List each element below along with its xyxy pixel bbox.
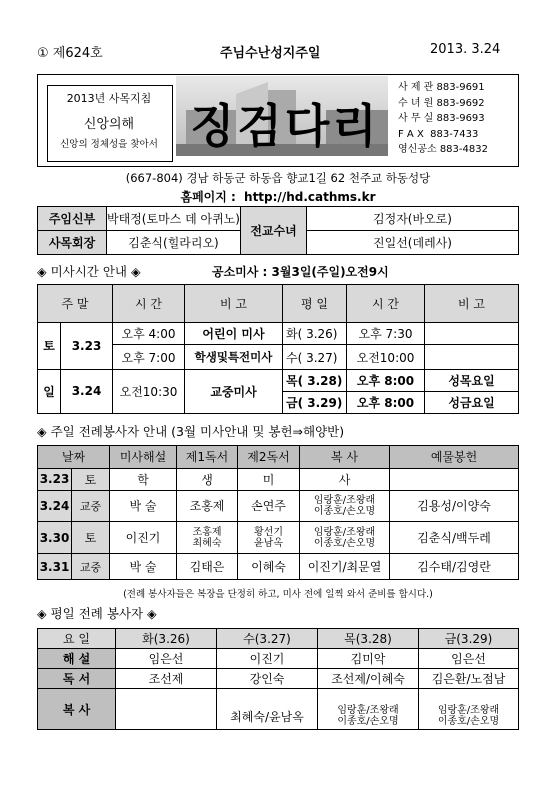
server-pair: 이종호/손오명 bbox=[337, 716, 399, 727]
sunday-servers-table bbox=[37, 445, 519, 580]
reading2-header: 제2독서 bbox=[238, 446, 300, 469]
reader-label: 독 서 bbox=[38, 669, 116, 689]
table-row bbox=[38, 554, 519, 580]
weekday-day: 수( 3.27) bbox=[283, 345, 347, 369]
table-row bbox=[38, 521, 519, 554]
weekday-note: 성목요일 bbox=[425, 369, 519, 391]
row-date: 3.31 bbox=[38, 554, 72, 580]
date-header: 날짜 bbox=[38, 446, 110, 469]
contact-list bbox=[398, 80, 488, 158]
server-label: 복 사 bbox=[38, 689, 116, 730]
row-reading2: 이혜숙 bbox=[238, 554, 300, 580]
server-pair: 임랑훈/조왕래 bbox=[313, 494, 376, 506]
row-reading1 bbox=[177, 521, 238, 554]
row-date: 3.24 bbox=[38, 491, 72, 522]
day-thu: 목(3.28) bbox=[318, 629, 419, 649]
commentary-fri: 임은선 bbox=[419, 649, 519, 669]
year-theme: 신앙의해 bbox=[83, 117, 135, 132]
contact-fax: F A X 883-7433 bbox=[398, 128, 479, 140]
weekend-header: 주 말 bbox=[38, 285, 113, 323]
weekday-time: 오후 8:00 bbox=[347, 391, 425, 413]
row-date: 3.30 bbox=[38, 521, 72, 554]
weekday-time: 오후 7:30 bbox=[347, 323, 425, 345]
row-offering: 김용성/이양숙 bbox=[390, 491, 519, 522]
server-pair: 이종호/손오명 bbox=[313, 537, 376, 549]
weekday-note bbox=[425, 323, 519, 345]
row-day: 토 bbox=[72, 468, 110, 491]
server-tue bbox=[116, 689, 217, 730]
server-pair: 최혜숙/윤남옥 bbox=[230, 710, 304, 724]
saturday-date: 3.23 bbox=[61, 323, 113, 369]
server-pair: 이종호/손오명 bbox=[437, 716, 500, 727]
server-thu bbox=[318, 689, 419, 730]
reader-tue: 조선제 bbox=[116, 669, 217, 689]
mass-time: 오후 4:00 bbox=[113, 323, 185, 345]
sunday-date: 3.24 bbox=[61, 369, 113, 413]
row-commentary: 박 술 bbox=[110, 554, 177, 580]
catechist-name-1: 김정자(바오로) bbox=[307, 207, 519, 231]
reader-thu: 조선제/이혜숙 bbox=[318, 669, 419, 689]
row-commentary: 박 술 bbox=[110, 491, 177, 522]
weekday-time: 오전10:00 bbox=[347, 345, 425, 369]
row-day: 교중 bbox=[72, 554, 110, 580]
row-server: 사 bbox=[300, 468, 390, 491]
weekday-day: 목( 3.28) bbox=[283, 369, 347, 391]
weekday-time-header: 시 간 bbox=[347, 285, 425, 323]
row-commentary: 학 bbox=[110, 468, 177, 491]
mission-mass-notice: 공소미사 : 3월3일(주일)오전9시 bbox=[212, 265, 389, 279]
sunday-label: 일 bbox=[38, 369, 61, 413]
commentary-header: 미사해설 bbox=[110, 446, 177, 469]
day-label: 요 일 bbox=[38, 629, 116, 649]
row-server bbox=[300, 521, 390, 554]
staff-table bbox=[37, 206, 519, 255]
row-date: 3.23 bbox=[38, 468, 72, 491]
day-tue: 화(3.26) bbox=[116, 629, 217, 649]
issue-date: 2013. 3.24 bbox=[430, 42, 501, 57]
mass-time: 오후 7:00 bbox=[113, 345, 185, 369]
row-server bbox=[300, 491, 390, 522]
contact-mission: 영신공소 883-4832 bbox=[398, 144, 488, 156]
weekday-servers-title: ◈ 평일 전례 봉사자 ◈ bbox=[37, 606, 157, 621]
weekend-note-header: 비 고 bbox=[185, 285, 283, 323]
server-wed bbox=[217, 689, 318, 730]
newsletter-logo: 징검다리 bbox=[190, 99, 380, 153]
weekend-time-header: 시 간 bbox=[113, 285, 185, 323]
day-fri: 금(3.29) bbox=[419, 629, 519, 649]
server-pair: 임랑훈/조왕래 bbox=[337, 705, 399, 716]
mass-time: 오전10:30 bbox=[113, 369, 185, 413]
day-wed: 수(3.27) bbox=[217, 629, 318, 649]
table-row bbox=[38, 468, 519, 491]
weekday-servers-table bbox=[37, 628, 519, 730]
row-offering bbox=[390, 468, 519, 491]
row-offering: 김춘식/백두레 bbox=[390, 521, 519, 554]
weekday-header: 평 일 bbox=[283, 285, 347, 323]
row-reading1: 생 bbox=[177, 468, 238, 491]
server-pair: 임랑훈/조왕래 bbox=[313, 526, 376, 538]
server-pair: 임랑훈/조왕래 bbox=[437, 705, 500, 716]
contact-convent: 수 녀 원 883-9692 bbox=[398, 97, 485, 109]
table-row bbox=[38, 491, 519, 522]
weekday-day: 화( 3.26) bbox=[283, 323, 347, 345]
catechist-label: 전교수녀 bbox=[241, 207, 307, 255]
homepage-label: 홈페이지 : bbox=[180, 190, 236, 204]
contact-office: 사 무 실 883-9693 bbox=[398, 113, 485, 125]
weekday-note bbox=[425, 345, 519, 369]
row-commentary: 이진기 bbox=[110, 521, 177, 554]
mass-section-title: ◈ 미사시간 안내 ◈ bbox=[37, 264, 141, 279]
servers-note: (전례 봉사자들은 복장을 단정히 하고, 미사 전에 일찍 와서 준비를 합시다.) bbox=[123, 589, 433, 600]
year-theme-sub: 신앙의 정체성을 찾아서 bbox=[60, 139, 158, 150]
row-server: 이진기/최문열 bbox=[300, 554, 390, 580]
commentary-tue: 임은선 bbox=[116, 649, 217, 669]
reader-name: 황선기 bbox=[254, 526, 283, 538]
server-header: 복 사 bbox=[300, 446, 390, 469]
commentary-thu: 김미악 bbox=[318, 649, 419, 669]
contact-rectory: 사 제 관 883-9691 bbox=[398, 82, 485, 93]
reader-fri: 김은환/노점남 bbox=[419, 669, 519, 689]
commentary-wed: 이진기 bbox=[217, 649, 318, 669]
row-reading2: 손연주 bbox=[238, 491, 300, 522]
mass-note: 어린이 미사 bbox=[185, 323, 283, 345]
issue-number: ① 제624호 bbox=[37, 46, 103, 61]
commentary-label: 해 설 bbox=[38, 649, 116, 669]
council-label: 사목회장 bbox=[38, 231, 107, 255]
offering-header: 예물봉헌 bbox=[390, 446, 519, 469]
pastor-label: 주임신부 bbox=[38, 207, 107, 231]
reader-name: 최혜숙 bbox=[192, 537, 222, 549]
mass-schedule-table bbox=[37, 284, 519, 414]
weekday-time: 오후 8:00 bbox=[347, 369, 425, 391]
row-reading1: 김태은 bbox=[177, 554, 238, 580]
row-reading1: 조홍제 bbox=[177, 491, 238, 522]
weekday-day: 금( 3.29) bbox=[283, 391, 347, 413]
row-reading2: 미 bbox=[238, 468, 300, 491]
row-day: 토 bbox=[72, 521, 110, 554]
homepage-line bbox=[37, 188, 519, 205]
row-offering: 김수태/김영란 bbox=[390, 554, 519, 580]
council-name: 김춘식(힐라리오) bbox=[107, 231, 241, 255]
server-fri bbox=[419, 689, 519, 730]
reader-wed: 강인숙 bbox=[217, 669, 318, 689]
pastor-name: 박태정(토마스 데 아퀴노) bbox=[107, 207, 241, 231]
server-pair: 이종호/손오명 bbox=[313, 505, 376, 517]
weekday-note: 성금요일 bbox=[425, 391, 519, 413]
sunday-servers-title: ◈ 주일 전례봉사자 안내 (3월 미사안내 및 봉헌⇒해양반) bbox=[37, 424, 345, 439]
reading1-header: 제1독서 bbox=[177, 446, 238, 469]
guideline-label: 2013년 사목지침 bbox=[66, 92, 152, 105]
saturday-label: 토 bbox=[38, 323, 61, 369]
mass-note: 교중미사 bbox=[185, 369, 283, 413]
row-day: 교중 bbox=[72, 491, 110, 522]
address-line: (667-804) 경남 하동군 하동읍 향교1길 62 천주교 하동성당 bbox=[125, 171, 431, 185]
page-title: 주님수난성지주일 bbox=[220, 46, 321, 61]
row-reading2 bbox=[238, 521, 300, 554]
reader-name: 윤남옥 bbox=[254, 537, 283, 549]
catechist-name-2: 진일선(데레사) bbox=[307, 231, 519, 255]
weekday-note-header: 비 고 bbox=[425, 285, 519, 323]
reader-name: 조홍제 bbox=[192, 526, 222, 538]
homepage-link[interactable]: http://hd.cathms.kr bbox=[244, 190, 376, 204]
mass-note: 학생및특전미사 bbox=[185, 345, 283, 369]
